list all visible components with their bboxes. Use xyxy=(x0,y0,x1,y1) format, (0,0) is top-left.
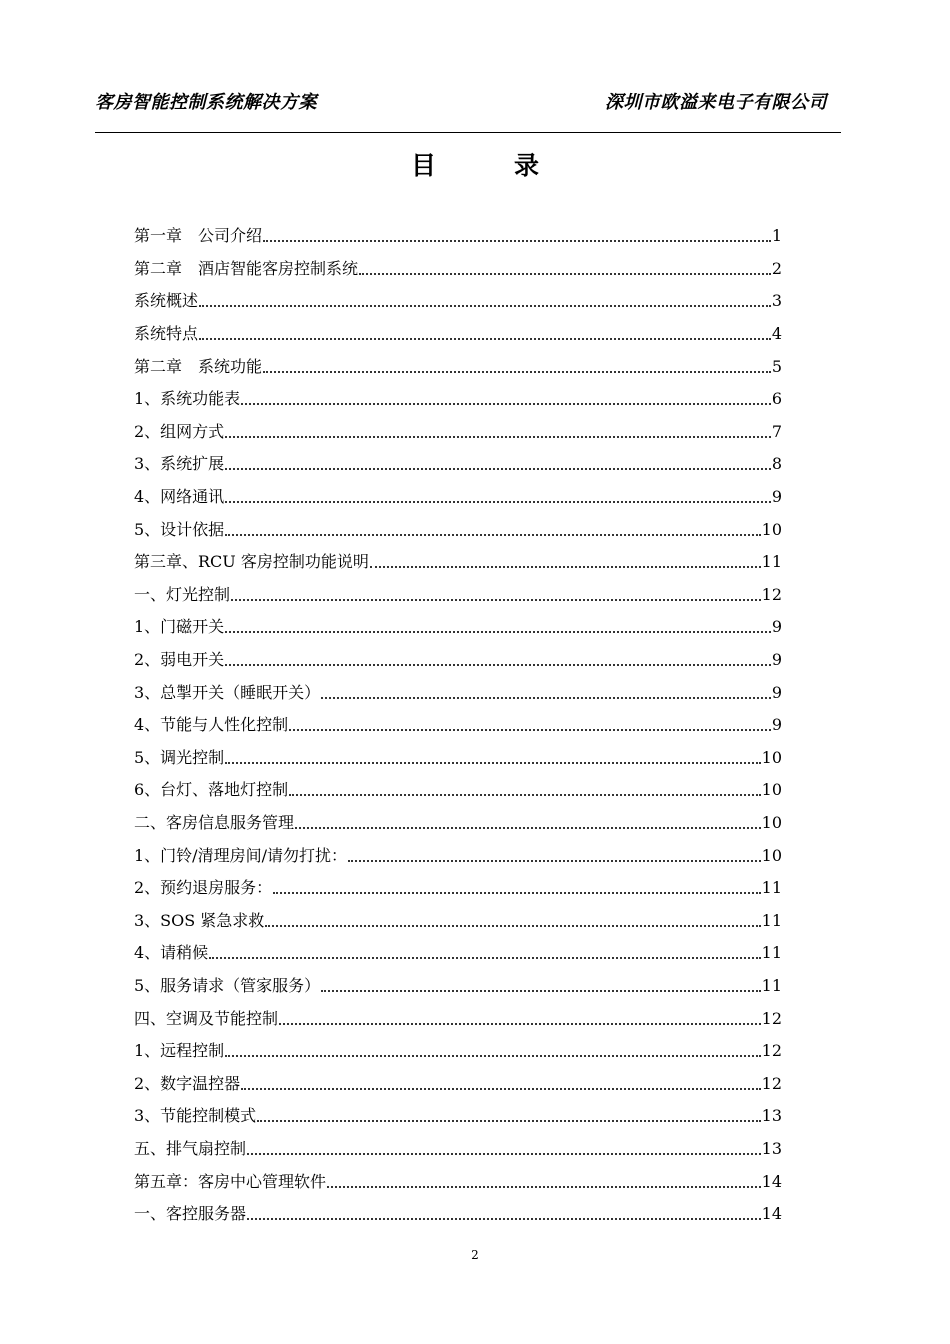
toc-entry-page: 9 xyxy=(771,650,782,670)
toc-entry[interactable] xyxy=(134,513,782,546)
toc-entry[interactable] xyxy=(134,383,782,416)
toc-entry-page: 9 xyxy=(771,487,782,507)
toc-entry-label: 1、系统功能表 xyxy=(134,389,241,409)
toc-entry[interactable] xyxy=(134,416,782,449)
toc-entry[interactable] xyxy=(134,350,782,383)
toc-entry-label: 2、预约退房服务： xyxy=(134,878,273,898)
toc-entry-page: 3 xyxy=(771,291,782,311)
toc-leader-dots xyxy=(225,436,771,438)
toc-entry-page: 1 xyxy=(771,226,782,246)
toc-entry[interactable] xyxy=(134,1198,782,1231)
toc-entry-page: 10 xyxy=(761,519,782,539)
toc-entry-page: 14 xyxy=(761,1171,782,1191)
toc-entry-label: 2、弱电开关 xyxy=(134,650,225,670)
toc-entry-page: 6 xyxy=(771,389,782,409)
toc-entry-page: 10 xyxy=(761,845,782,865)
toc-entry-label: 1、门铃/清理房间/请勿打扰： xyxy=(134,845,347,865)
toc-entry-page: 10 xyxy=(761,812,782,832)
toc-entry-page: 9 xyxy=(771,617,782,637)
toc-entry-page: 2 xyxy=(771,258,782,278)
toc-leader-dots xyxy=(241,1088,760,1090)
toc-leader-dots xyxy=(295,827,761,829)
toc-entry-label: 4、节能与人性化控制 xyxy=(134,715,289,735)
toc-entry[interactable] xyxy=(134,1165,782,1198)
header-document-title: 客房智能控制系统解决方案 xyxy=(95,92,317,113)
toc-leader-dots xyxy=(321,990,760,992)
page-header xyxy=(95,88,827,116)
toc-entry-page: 12 xyxy=(761,1008,782,1028)
toc-leader-dots xyxy=(370,566,761,568)
toc-entry-label: 3、SOS 紧急求救 xyxy=(134,910,265,930)
toc-leader-dots xyxy=(327,1186,761,1188)
toc-entry-label: 2、数字温控器 xyxy=(134,1073,241,1093)
toc-entry-page: 13 xyxy=(761,1138,782,1158)
toc-leader-dots xyxy=(348,860,761,862)
toc-entry-label: 5、服务请求（管家服务） xyxy=(134,975,321,995)
toc-leader-dots xyxy=(279,1023,761,1025)
toc-entry-page: 9 xyxy=(771,682,782,702)
toc-entry-page: 11 xyxy=(761,552,782,572)
toc-entry-label: 第二章 系统功能 xyxy=(134,356,263,376)
header-company-name: 深圳市欧溢来电子有限公司 xyxy=(605,92,827,113)
toc-entry[interactable] xyxy=(134,970,782,1003)
toc-entry-page: 12 xyxy=(761,1041,782,1061)
toc-leader-dots xyxy=(359,273,771,275)
table-of-contents xyxy=(134,220,782,1230)
toc-entry-page: 5 xyxy=(771,356,782,376)
toc-entry-label: 1、远程控制 xyxy=(134,1041,225,1061)
toc-leader-dots xyxy=(247,1218,761,1220)
toc-leader-dots xyxy=(263,240,771,242)
toc-leader-dots xyxy=(321,697,771,699)
toc-entry[interactable] xyxy=(134,872,782,905)
toc-entry-label: 4、请稍候 xyxy=(134,943,209,963)
toc-entry[interactable] xyxy=(134,807,782,840)
header-divider xyxy=(95,132,841,133)
toc-entry-page: 14 xyxy=(761,1204,782,1224)
toc-entry-label: 二、客房信息服务管理 xyxy=(134,812,295,832)
toc-entry[interactable] xyxy=(134,904,782,937)
toc-entry[interactable] xyxy=(134,774,782,807)
toc-leader-dots xyxy=(273,892,760,894)
toc-entry[interactable] xyxy=(134,644,782,677)
toc-leader-dots xyxy=(257,1120,760,1122)
toc-leader-dots xyxy=(225,664,771,666)
toc-leader-dots xyxy=(209,957,760,959)
toc-entry-label: 2、组网方式 xyxy=(134,421,225,441)
toc-entry-label: 3、总掣开关（睡眠开关） xyxy=(134,682,321,702)
toc-leader-dots xyxy=(289,794,760,796)
toc-entry[interactable] xyxy=(134,937,782,970)
toc-entry[interactable] xyxy=(134,611,782,644)
toc-entry-label: 第二章 酒店智能客房控制系统 xyxy=(134,258,359,278)
toc-entry-label: 1、门磁开关 xyxy=(134,617,225,637)
toc-entry[interactable] xyxy=(134,579,782,612)
toc-entry-page: 12 xyxy=(761,1073,782,1093)
toc-entry-page: 8 xyxy=(771,454,782,474)
toc-title: 目录 xyxy=(410,151,617,180)
toc-leader-dots xyxy=(289,729,771,731)
toc-entry[interactable] xyxy=(134,1067,782,1100)
toc-leader-dots xyxy=(225,501,771,503)
toc-entry[interactable] xyxy=(134,448,782,481)
toc-leader-dots xyxy=(225,762,760,764)
toc-leader-dots xyxy=(247,1153,761,1155)
toc-entry-label: 五、排气扇控制 xyxy=(134,1138,247,1158)
toc-leader-dots xyxy=(241,403,771,405)
toc-entry-label: 一、客控服务器 xyxy=(134,1204,247,1224)
page-number: 2 xyxy=(471,1248,479,1262)
toc-leader-dots xyxy=(225,1055,760,1057)
toc-leader-dots xyxy=(225,534,760,536)
toc-entry-label: 3、系统扩展 xyxy=(134,454,225,474)
toc-leader-dots xyxy=(225,468,771,470)
toc-entry[interactable] xyxy=(134,1035,782,1068)
toc-entry[interactable] xyxy=(134,676,782,709)
toc-leader-dots xyxy=(231,599,761,601)
toc-entry-page: 11 xyxy=(761,943,782,963)
toc-entry-page: 11 xyxy=(761,878,782,898)
toc-entry-page: 10 xyxy=(761,780,782,800)
toc-entry-page: 4 xyxy=(771,324,782,344)
toc-leader-dots xyxy=(199,305,771,307)
toc-entry-label: 一、灯光控制 xyxy=(134,584,231,604)
toc-entry[interactable] xyxy=(134,546,782,579)
toc-entry-label: 第三章、RCU 客房控制功能说明 xyxy=(134,552,369,572)
toc-entry-page: 11 xyxy=(761,975,782,995)
toc-entry-page: 9 xyxy=(771,715,782,735)
toc-entry[interactable] xyxy=(134,709,782,742)
toc-entry-label: 四、空调及节能控制 xyxy=(134,1008,279,1028)
toc-entry-page: 11 xyxy=(761,910,782,930)
toc-entry[interactable] xyxy=(134,742,782,775)
toc-entry-label: 系统特点 xyxy=(134,324,199,344)
toc-entry-page: 12 xyxy=(761,584,782,604)
toc-entry[interactable] xyxy=(134,839,782,872)
toc-entry-label: 第一章 公司介绍 xyxy=(134,226,263,246)
toc-entry[interactable] xyxy=(134,318,782,351)
toc-entry-label: 系统概述 xyxy=(134,291,199,311)
toc-entry-label: 5、调光控制 xyxy=(134,747,225,767)
toc-entry-label: 5、设计依据 xyxy=(134,519,225,539)
toc-entry-label: 3、节能控制模式 xyxy=(134,1106,257,1126)
toc-entry[interactable] xyxy=(134,285,782,318)
toc-entry[interactable] xyxy=(134,220,782,253)
toc-entry-page: 13 xyxy=(761,1106,782,1126)
toc-entry[interactable] xyxy=(134,481,782,514)
toc-leader-dots xyxy=(265,925,760,927)
toc-leader-dots xyxy=(225,631,771,633)
toc-leader-dots xyxy=(199,338,771,340)
toc-entry-label: 第五章：客房中心管理软件 xyxy=(134,1171,327,1191)
toc-entry-label: 4、网络通讯 xyxy=(134,487,225,507)
toc-entry-page: 7 xyxy=(771,421,782,441)
toc-entry-page: 10 xyxy=(761,747,782,767)
toc-entry-label: 6、台灯、落地灯控制 xyxy=(134,780,289,800)
toc-entry[interactable] xyxy=(134,1002,782,1035)
toc-entry[interactable] xyxy=(134,1100,782,1133)
toc-entry[interactable] xyxy=(134,253,782,286)
toc-leader-dots xyxy=(263,371,771,373)
toc-entry[interactable] xyxy=(134,1133,782,1166)
